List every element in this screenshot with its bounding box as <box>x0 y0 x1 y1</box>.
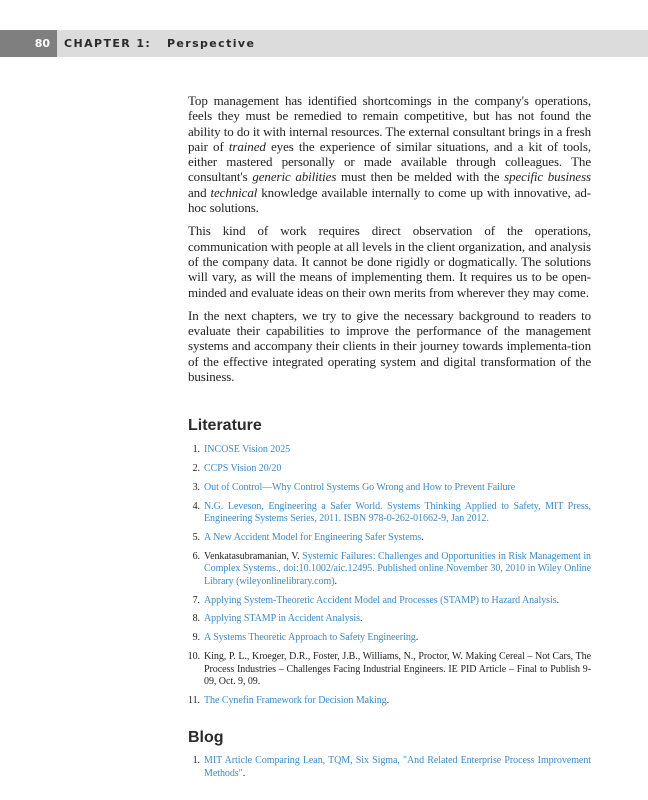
reference-link[interactable]: MIT Article Comparing Lean, TQM, Six Sigma, "And Related Enterprise Process Improvement Methods" <box>204 755 591 779</box>
chapter-title: Perspective <box>166 37 256 50</box>
reference-text: King, P. L., Kroeger, D.R., Foster, J.B., Williams, N., Proctor, W. Making Cereal – Not Cars, The Process Industries – Challenges Facing Industrial Engineers. IE PID Article – Final to Publish 9-09, Oct. 9, 09. <box>204 651 591 688</box>
reference-item <box>188 551 591 589</box>
p1-text-d: and <box>188 184 211 200</box>
reference-number: 9. <box>192 632 200 644</box>
body-paragraph-1 <box>188 93 591 215</box>
reference-punctuation: . <box>242 767 246 779</box>
reference-link[interactable]: A New Accident Model for Engineering Safer Systems <box>204 532 422 544</box>
blog-heading: Blog <box>188 729 224 747</box>
reference-item <box>188 595 591 608</box>
reference-item <box>188 755 591 780</box>
reference-author: Venkatasubramanian, V. <box>204 550 303 562</box>
reference-link[interactable]: Applying STAMP in Accident Analysis <box>204 613 360 625</box>
reference-item <box>188 501 591 526</box>
reference-punctuation: . <box>415 632 419 644</box>
reference-number: 1. <box>192 444 200 456</box>
reference-item <box>188 651 591 689</box>
reference-punctuation: . <box>359 613 363 625</box>
reference-number: 10. <box>187 651 200 663</box>
reference-punctuation: . <box>556 594 560 606</box>
reference-number: 5. <box>192 532 200 544</box>
reference-item <box>188 632 591 645</box>
p1-text-c: must then be melded with the <box>336 169 505 185</box>
reference-link[interactable]: Applying System-Theoretic Accident Model and Processes (STAMP) to Hazard Analysis <box>204 594 557 606</box>
reference-number: 3. <box>192 481 200 493</box>
page-number: 80 <box>0 30 57 57</box>
reference-item <box>188 695 591 708</box>
reference-number: 6. <box>192 550 200 562</box>
reference-punctuation: . <box>334 575 337 587</box>
p1-emphasis-technical: technical <box>210 184 258 200</box>
blog-list <box>188 755 591 780</box>
reference-number: 1. <box>192 755 200 767</box>
reference-punctuation: . <box>386 694 390 706</box>
body-paragraph-3: In the next chapters, we try to give the necessary background to readers to evaluate their capabilities to improve the performance of the management systems and accompany their clients in their journey towards implementa-tion of the effective integrated operating system and digital transformation of the business. <box>188 307 591 385</box>
reference-number: 4. <box>192 500 200 512</box>
reference-number: 8. <box>192 613 200 625</box>
reference-link[interactable]: Systemic Failures: Challenges and Opportunities in Risk Management in Complex Systems., doi:10.1002/aic.12495. Published online November 30, 2010 in Wiley Online Library (wileyonlinelibrary.com) <box>204 550 591 587</box>
page-content <box>188 93 591 787</box>
p1-text-e: knowledge available internally to come up with innovative, ad-hoc solutions. <box>188 184 591 216</box>
reference-item <box>188 613 591 626</box>
p1-text-a: Top management has identified shortcomings in the company's operations, feels they must be remedied to remain competitive, but has not found the ability to do it with internal resources. The external consultant brings in a fresh pair of <box>188 93 591 154</box>
reference-link[interactable]: A Systems Theoretic Approach to Safety Engineering <box>204 632 416 644</box>
reference-link[interactable]: The Cynefin Framework for Decision Making <box>204 694 387 706</box>
running-header <box>0 30 648 57</box>
reference-link[interactable]: INCOSE Vision 2025 <box>204 444 291 456</box>
reference-punctuation: . <box>421 532 424 544</box>
reference-item <box>188 532 591 545</box>
body-paragraph-2: This kind of work requires direct observation of the operations, communication with people at all levels in the client organization, and analysis of the company data. It cannot be done rigidly or dogmatically. The solutions will vary, as will the means of implementing them. It requires us to be open-minded and evaluate ideas on their own merits from wherever they may come. <box>188 223 591 300</box>
reference-link[interactable]: Out of Control—Why Control Systems Go Wrong and How to Prevent Failure <box>204 481 516 493</box>
chapter-label: CHAPTER 1: <box>64 37 152 50</box>
reference-number: 2. <box>192 463 200 475</box>
reference-number: 7. <box>192 594 200 606</box>
p1-emphasis-trained: trained <box>228 138 266 154</box>
reference-number: 11. <box>188 694 200 706</box>
reference-link[interactable]: N.G. Leveson, Engineering a Safer World. Systems Thinking Applied to Safety, MIT Press, Engineering Systems Series, 2011. ISBN 978-0-262-01662-9, Jan 2012. <box>204 500 591 525</box>
p1-text-b: eyes the experience of similar situations, and a kit of tools, either mastered personally or made available through colleagues. The consultant's <box>188 138 591 185</box>
chapter-heading <box>64 30 255 57</box>
reference-item <box>188 482 591 495</box>
reference-item <box>188 444 591 457</box>
literature-heading: Literature <box>188 417 262 435</box>
p1-emphasis-generic: generic abilities <box>252 169 337 185</box>
literature-list <box>188 444 591 707</box>
p1-emphasis-specific: specific business <box>504 169 591 185</box>
reference-link[interactable]: CCPS Vision 20/20 <box>204 463 282 475</box>
reference-item <box>188 463 591 476</box>
